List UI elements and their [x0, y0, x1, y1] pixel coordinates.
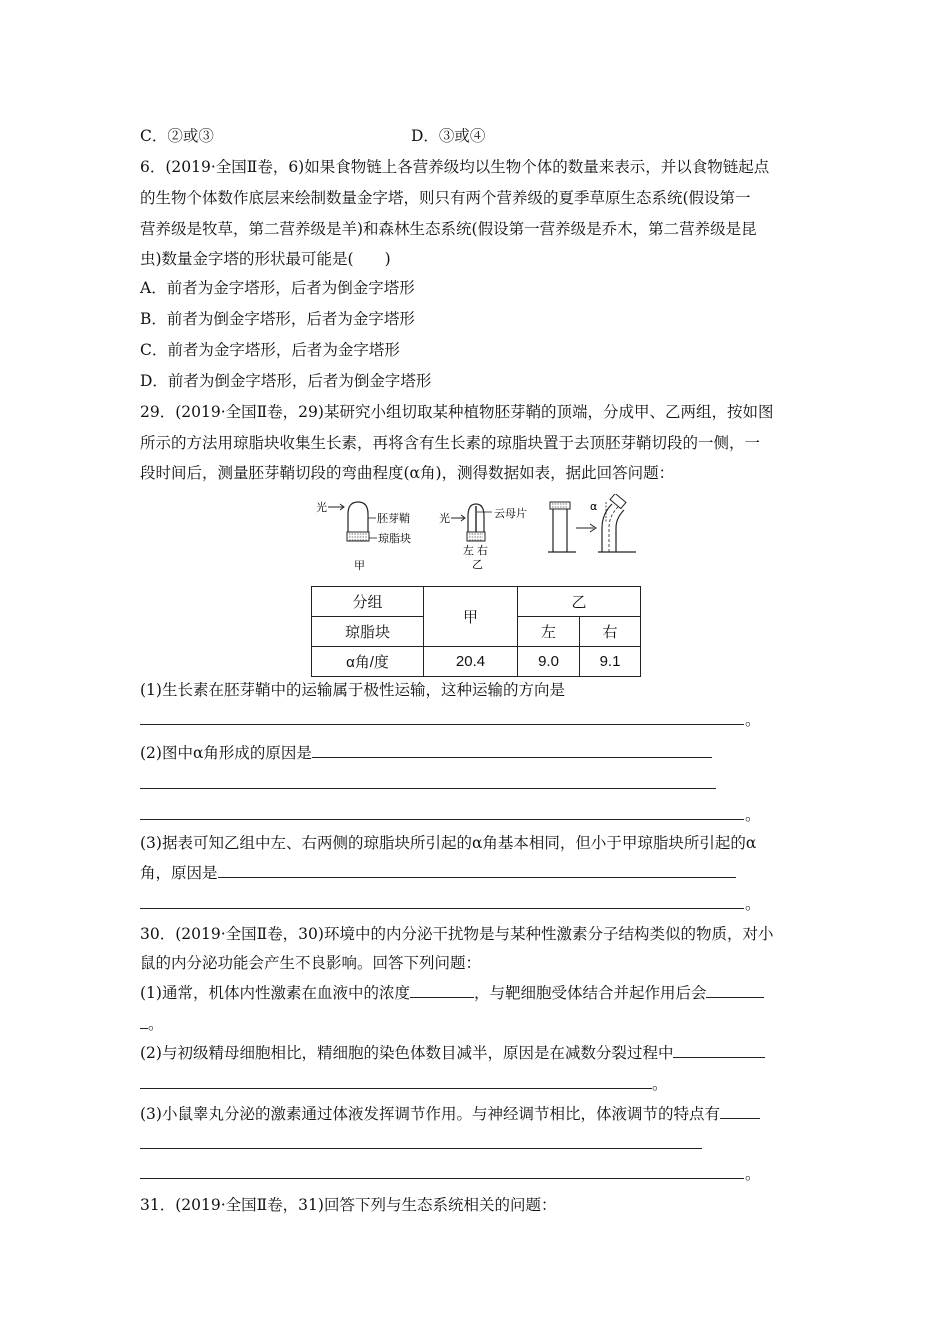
q30-sub3 — [140, 1104, 760, 1124]
coleoptile-experiment-figure — [306, 494, 646, 576]
fig-right-label: 右 — [477, 544, 488, 557]
q30-sub1 — [140, 983, 764, 1003]
q30-sub1-text-b: ，与靶细胞受体结合并起作用后会 — [473, 984, 707, 1002]
period: 。 — [745, 806, 761, 824]
period: 。 — [652, 1075, 668, 1093]
period: 。 — [148, 1015, 164, 1033]
q30-sub2-text: (2)与初级精母细胞相比，精细胞的染色体数目减半，原因是在减数分裂过程中 — [140, 1044, 674, 1062]
q6-stem-line-3: 营养级是牧草，第二营养级是羊)和森林生态系统(假设第一营养级是乔木，第二营养级是昆 — [140, 220, 757, 238]
q5-option-c: C．②或③ — [140, 127, 214, 145]
q6-stem-line-2: 的生物个体数作底层来绘制数量金字塔，则只有两个营养级的夏季草原生态系统(假设第一 — [140, 189, 751, 207]
table-header-left: 左 — [518, 617, 580, 647]
q5-option-d: D．③或④ — [411, 127, 486, 145]
alpha-angle-table — [311, 586, 641, 677]
answer-blank[interactable] — [140, 1028, 148, 1029]
period: 。 — [745, 711, 761, 729]
answer-blank[interactable] — [706, 983, 764, 998]
answer-blank[interactable] — [218, 863, 736, 878]
q6-option-b: B．前者为倒金字塔形，后者为金字塔形 — [140, 310, 415, 328]
table-row-label: α角/度 — [312, 647, 424, 677]
q30-stem-line-1: 30．(2019·全国Ⅱ卷，30)环境中的内分泌干扰物是与某种性激素分子结构类似的物质，对小 — [140, 925, 774, 943]
fig-light-label-a: 光 — [316, 501, 327, 514]
answer-blank[interactable] — [673, 1043, 765, 1058]
table-cell-jia: 20.4 — [424, 647, 518, 677]
table-header-jia: 甲 — [424, 587, 518, 647]
q29-stem-line-1: 29．(2019·全国Ⅱ卷，29)某研究小组切取某种植物胚芽鞘的顶端，分成甲、乙两组，按如图 — [140, 403, 774, 421]
fig-group-jia: 甲 — [354, 559, 365, 572]
coleoptile-segment-straight — [553, 509, 567, 552]
table-header-yi: 乙 — [518, 587, 641, 617]
q31-stem: 31．(2019·全国Ⅱ卷，31)回答下列与生态系统相关的问题： — [140, 1196, 557, 1214]
answer-blank[interactable] — [140, 724, 744, 725]
fig-coleoptile-label: 胚芽鞘 — [377, 512, 410, 525]
table-cell-left: 9.0 — [518, 647, 580, 677]
q29-sub3-text: 角，原因是 — [140, 864, 218, 882]
q29-sub1: (1)生长素在胚芽鞘中的运输属于极性运输，这种运输的方向是 — [140, 681, 565, 699]
q30-sub1-text-a: (1)通常，机体内性激素在血液中的浓度 — [140, 984, 410, 1002]
fig-agar-label: 琼脂块 — [378, 532, 411, 545]
q6-option-c: C．前者为金字塔形，后者为金字塔形 — [140, 341, 400, 359]
fig-alpha-label: α — [590, 500, 598, 513]
fig-group-yi: 乙 — [472, 558, 483, 571]
q29-sub2-text: (2)图中α角形成的原因是 — [140, 744, 312, 762]
coleoptile-segment-bent — [602, 504, 612, 552]
table-cell-right: 9.1 — [580, 647, 641, 677]
answer-blank[interactable] — [140, 1088, 652, 1089]
q30-sub2 — [140, 1043, 765, 1063]
q29-stem-line-3: 段时间后，测量胚芽鞘切段的弯曲程度(α角)，测得数据如表，据此回答问题： — [140, 464, 675, 482]
q6-option-d: D．前者为倒金字塔形，后者为倒金字塔形 — [140, 372, 432, 390]
period: 。 — [745, 1165, 761, 1183]
answer-blank[interactable] — [140, 788, 716, 789]
table-header-agar: 琼脂块 — [312, 617, 424, 647]
fig-mica-label: 云母片 — [494, 507, 527, 520]
agar-block-c — [550, 502, 570, 509]
q29-sub3-line-2 — [140, 863, 736, 883]
table-header-group: 分组 — [312, 587, 424, 617]
q6-stem-line-1: 6．(2019·全国Ⅱ卷，6)如果食物链上各营养级均以生物个体的数量来表示，并以食物链起点 — [140, 158, 770, 176]
answer-blank[interactable] — [140, 1178, 744, 1179]
answer-blank[interactable] — [140, 819, 744, 820]
q30-stem-line-2: 鼠的内分泌功能会产生不良影响。回答下列问题： — [140, 954, 482, 972]
agar-block-d — [610, 494, 626, 509]
q30-sub3-text: (3)小鼠睾丸分泌的激素通过体液发挥调节作用。与神经调节相比，体液调节的特点有 — [140, 1105, 720, 1123]
table-header-right: 右 — [580, 617, 641, 647]
coleoptile-tip-a — [348, 502, 368, 532]
answer-blank[interactable] — [720, 1104, 760, 1119]
fig-left-label: 左 — [463, 544, 474, 557]
answer-blank[interactable] — [312, 743, 712, 758]
q29-stem-line-2: 所示的方法用琼脂块收集生长素，再将含有生长素的琼脂块置于去顶胚芽鞘切段的一侧，一 — [140, 434, 761, 452]
period: 。 — [745, 895, 761, 913]
answer-blank[interactable] — [140, 1148, 702, 1149]
fig-light-label-b: 光 — [439, 512, 450, 525]
q29-sub3-line-1: (3)据表可知乙组中左、右两侧的琼脂块所引起的α角基本相同，但小于甲琼脂块所引起的α — [140, 834, 757, 852]
answer-blank[interactable] — [140, 908, 744, 909]
answer-blank[interactable] — [410, 983, 474, 998]
q6-option-a: A．前者为金字塔形，后者为倒金字塔形 — [140, 279, 415, 297]
q29-sub2 — [140, 743, 712, 763]
q6-stem-line-4: 虫)数量金字塔的形状最可能是( ) — [140, 250, 391, 268]
